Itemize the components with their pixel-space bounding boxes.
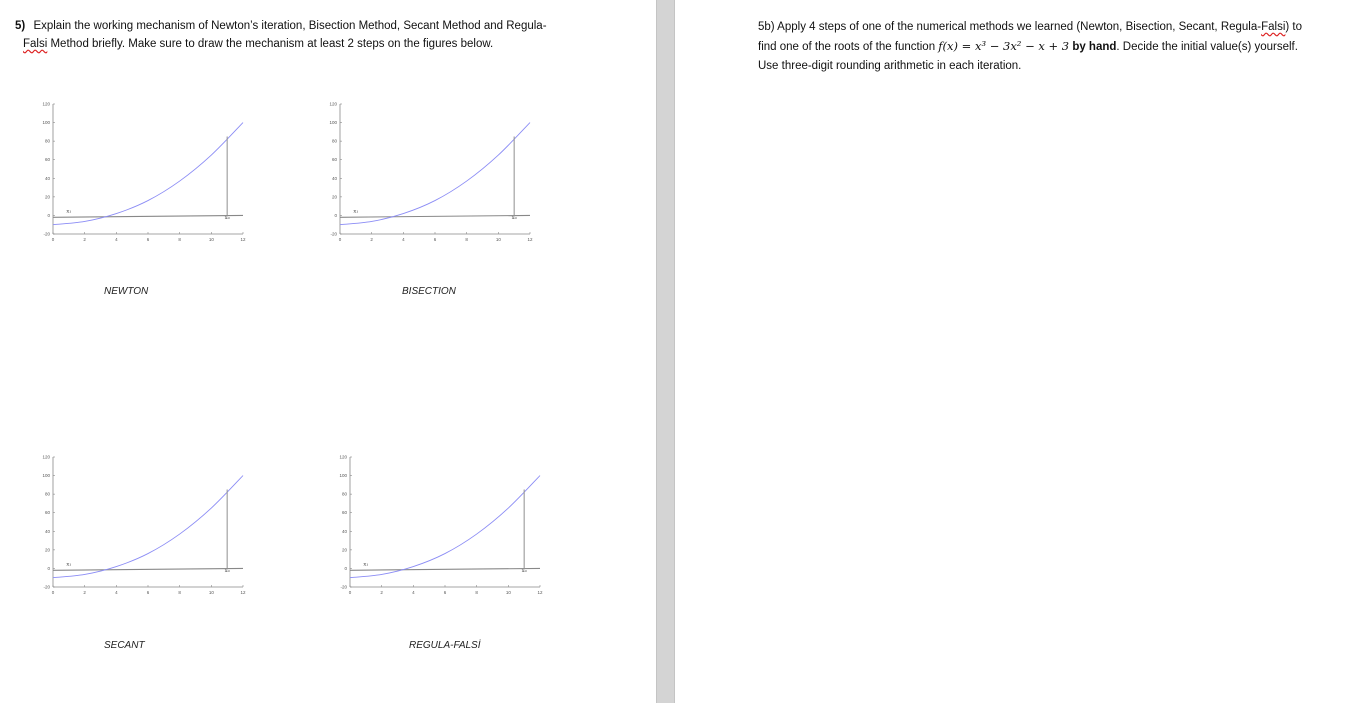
question-5b (758, 18, 1318, 76)
y-tick-label: 0 (344, 565, 347, 571)
x-tick-label: 6 (443, 590, 447, 595)
y-tick-label: 120 (329, 101, 337, 107)
spellcheck-word-falsi-5b[interactable]: Falsi (1261, 21, 1286, 33)
x-tick-label: 6 (146, 590, 150, 595)
x-tick-label: 0 (338, 237, 342, 242)
x-tick-label: 12 (527, 237, 533, 242)
y-tick-label: 100 (329, 120, 337, 126)
y-tick-label: 20 (341, 547, 347, 553)
figure-bisection (307, 98, 537, 268)
x-tick-label: 6 (433, 237, 437, 242)
regula-falsi-plot (317, 451, 547, 621)
figure-caption-regula-falsi: REGULA-FALSİ (409, 640, 481, 651)
x-tick-label: 0 (51, 237, 55, 242)
y-tick-label: 60 (44, 510, 50, 516)
y-tick-label: 40 (331, 175, 337, 181)
secant-plot (20, 451, 250, 621)
y-tick-label: 80 (44, 138, 50, 144)
newton-plot (20, 98, 250, 268)
question-text-part1: Explain the working mechanism of Newton’s iteration, Bisection Method, Secant Method and Regula- (33, 20, 547, 32)
x-tick-label: 0 (348, 590, 352, 595)
x-tick-label: 10 (208, 237, 214, 242)
zero-line (53, 215, 243, 217)
x-tick-label: 12 (537, 590, 543, 595)
y-tick-label: 60 (44, 157, 50, 163)
x-tick-label: 8 (178, 237, 181, 242)
x-tick-label: 12 (240, 237, 246, 242)
y-tick-label: 120 (42, 101, 50, 107)
y-tick-label: 80 (44, 491, 50, 497)
point-annotation: x₀ (224, 215, 230, 222)
y-tick-label: 120 (339, 454, 347, 460)
y-tick-label: 40 (44, 175, 50, 181)
x-tick-label: 12 (240, 590, 246, 595)
y-tick-label: 20 (44, 547, 50, 553)
y-tick-label: 0 (334, 212, 337, 218)
point-annotation: x₀ (521, 568, 527, 575)
x-tick-label: 0 (51, 590, 55, 595)
x-tick-label: 2 (380, 590, 383, 595)
x-tick-label: 4 (412, 590, 415, 595)
zero-line (350, 568, 540, 570)
x-tick-label: 10 (208, 590, 214, 595)
y-tick-label: 100 (42, 120, 50, 126)
function-curve (340, 123, 530, 225)
spellcheck-word-falsi[interactable]: Falsi (23, 38, 48, 50)
x-tick-label: 8 (475, 590, 478, 595)
x-tick-label: 4 (402, 237, 405, 242)
y-tick-label: 0 (47, 212, 50, 218)
y-tick-label: -20 (43, 584, 50, 590)
zero-line (53, 568, 243, 570)
bisection-plot (307, 98, 537, 268)
by-hand-emphasis: by hand (1072, 41, 1117, 53)
y-tick-label: 40 (341, 528, 347, 534)
figure-regula-falsi (317, 451, 547, 621)
x-tick-label: 4 (115, 590, 118, 595)
point-annotation: x₁ (353, 208, 359, 215)
y-tick-label: 120 (42, 454, 50, 460)
page-gutter (656, 0, 675, 703)
y-tick-label: 80 (331, 138, 337, 144)
function-curve (350, 476, 540, 578)
right-page (675, 0, 1358, 703)
y-tick-label: 20 (44, 194, 50, 200)
x-tick-label: 8 (178, 590, 181, 595)
y-tick-label: 100 (42, 473, 50, 479)
question-text-part2: Method briefly. Make sure to draw the mechanism at least 2 steps on the figures below. (47, 38, 494, 50)
figure-newton (20, 98, 250, 268)
point-annotation: x₁ (363, 561, 369, 568)
point-annotation: x₀ (511, 215, 517, 222)
figure-caption-bisection: BISECTION (402, 286, 456, 297)
point-annotation: x₁ (66, 208, 72, 215)
question-5 (15, 17, 605, 53)
y-tick-label: 20 (331, 194, 337, 200)
y-tick-label: 60 (331, 157, 337, 163)
x-tick-label: 10 (505, 590, 511, 595)
y-tick-label: 100 (339, 473, 347, 479)
x-tick-label: 10 (495, 237, 501, 242)
question-5b-text-part2: ) to find one of the roots of the function (758, 21, 1302, 53)
y-tick-label: 80 (341, 491, 347, 497)
question-5b-text-part4: . Decide the initial value(s) yourself. Use three-digit rounding arithmetic in each iteration. (758, 41, 1298, 72)
question-number: 5) (15, 20, 26, 32)
function-formula: f(x) = x³ − 3x² − x + 3 (938, 39, 1070, 53)
x-tick-label: 2 (83, 590, 86, 595)
y-tick-label: -20 (43, 231, 50, 237)
point-annotation: x₀ (224, 568, 230, 575)
x-tick-label: 6 (146, 237, 150, 242)
y-tick-label: -20 (330, 231, 337, 237)
figure-caption-newton: NEWTON (104, 286, 149, 297)
x-tick-label: 2 (370, 237, 373, 242)
zero-line (340, 215, 530, 217)
y-tick-label: 40 (44, 528, 50, 534)
x-tick-label: 4 (115, 237, 118, 242)
function-curve (53, 123, 243, 225)
y-tick-label: 0 (47, 565, 50, 571)
x-tick-label: 2 (83, 237, 86, 242)
x-tick-label: 8 (465, 237, 468, 242)
y-tick-label: 60 (341, 510, 347, 516)
point-annotation: x₁ (66, 561, 72, 568)
question-5b-text-part1: 5b) Apply 4 steps of one of the numerical methods we learned (Newton, Bisection, Secant, Regula- (758, 21, 1262, 33)
figure-secant (20, 451, 250, 621)
function-curve (53, 476, 243, 578)
figure-caption-secant: SECANT (104, 640, 145, 651)
y-tick-label: -20 (340, 584, 347, 590)
